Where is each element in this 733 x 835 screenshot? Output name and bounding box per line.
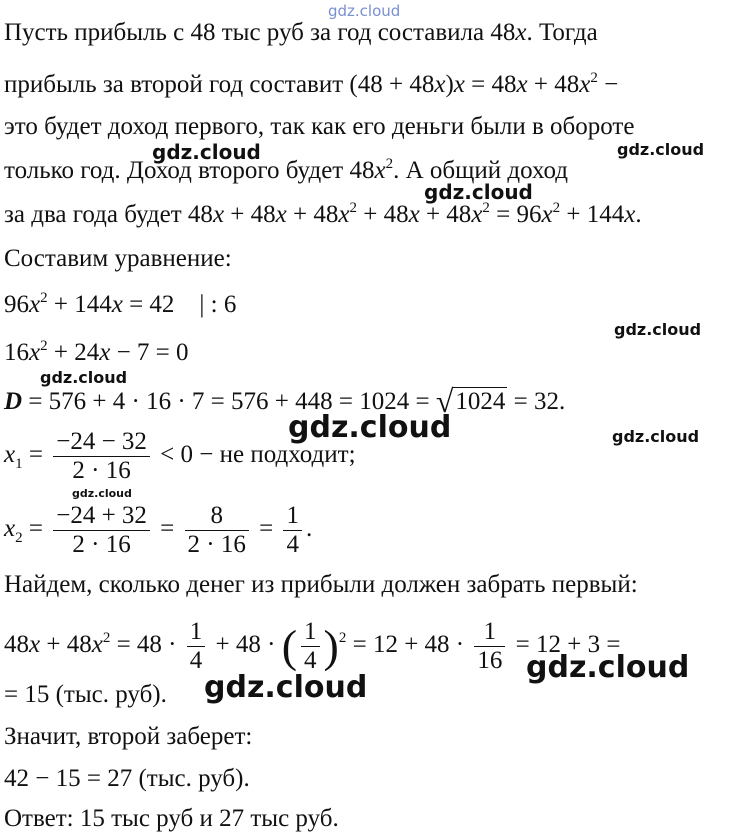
root-x1-line: $x_1$ = $\frac{-24 - 32}{2 \cdot 16}$ < 0 − не подходит; <box>4 428 356 484</box>
watermark: gdz.cloud <box>526 650 690 685</box>
text-line-4: только год. Доход второго будет $48x^2$. А общий доход <box>4 156 569 184</box>
fraction-x2-b: $\frac{8}{2 \cdot 16}$ <box>185 502 249 559</box>
fraction-sixteenth: $\frac{1}{16}$ <box>474 618 505 675</box>
fraction-quarter-a: $\frac{1}{4}$ <box>187 618 206 675</box>
equation-line-7: $96x^2 + 144x = 42$ | : 6 <box>4 290 237 318</box>
fraction-x2-c: $\frac{1}{4}$ <box>283 502 302 559</box>
text-line-12: Найдем, сколько денег из прибыли должен забрать первый: <box>4 571 638 598</box>
watermark: gdz.cloud <box>612 427 700 446</box>
calc-line-14: = 15 (тыс. руб). <box>4 681 167 708</box>
watermark: gdz.cloud <box>40 368 128 387</box>
watermark: gdz.cloud <box>617 140 705 159</box>
text-line-1: Пусть прибыль с 48 тыс руб за год составила 48x. Тогда <box>4 19 598 46</box>
watermark-top: gdz.cloud <box>328 2 401 20</box>
text-line-2: прибыль за второй год составит $(48 + 48x)x = 48x + 48x^2$ − <box>4 70 619 98</box>
calc-line-13: $48x + 48x^2 = 48$ · $\frac{1}{4}$ + 48 · ( $\frac{1}{4}$ )$^2$ = 12 + 48 · $\frac{1}{16}$ = 12 + 3 = <box>4 618 621 674</box>
sqrt-sign: √1024 <box>435 383 506 419</box>
text-line-15: Значит, второй заберет: <box>4 723 253 750</box>
watermark: gdz.cloud <box>614 320 702 339</box>
fraction-x2-a: $\frac{-24 + 32}{2 \cdot 16}$ <box>53 502 150 559</box>
calc-line-16: 42 − 15 = 27 (тыс. руб). <box>4 765 250 792</box>
equation-line-8: $16x^2 + 24x - 7 = 0$ <box>4 338 189 366</box>
discriminant-line: D = 576 + 4 · 16 · 7 = 576 + 448 = 1024 = √1024 = 32. <box>4 383 566 419</box>
root-x2-line: $x_2$ = $\frac{-24 + 32}{2 \cdot 16}$ = $\frac{8}{2 \cdot 16}$ = $\frac{1}{4}$ . <box>4 502 313 558</box>
fraction-x1: $\frac{-24 - 32}{2 \cdot 16}$ <box>53 428 150 485</box>
text-line-5: за два года будет $48x + 48x + 48x^2 + 48x + 48x^2 = 96x^2 + 144x$. <box>4 200 642 228</box>
watermark: gdz.cloud <box>72 487 132 500</box>
watermark: gdz.cloud <box>152 140 261 164</box>
answer-line: Ответ: 15 тыс руб и 27 тыс руб. <box>4 805 339 832</box>
watermark: gdz.cloud <box>204 670 368 705</box>
watermark: gdz.cloud <box>288 410 452 445</box>
text-line-3: это будет доход первого, так как его деньги были в обороте <box>4 113 635 140</box>
watermark: gdz.cloud <box>424 180 533 204</box>
fraction-quarter-b: $\frac{1}{4}$ <box>301 618 320 675</box>
text-line-6: Составим уравнение: <box>4 245 232 272</box>
